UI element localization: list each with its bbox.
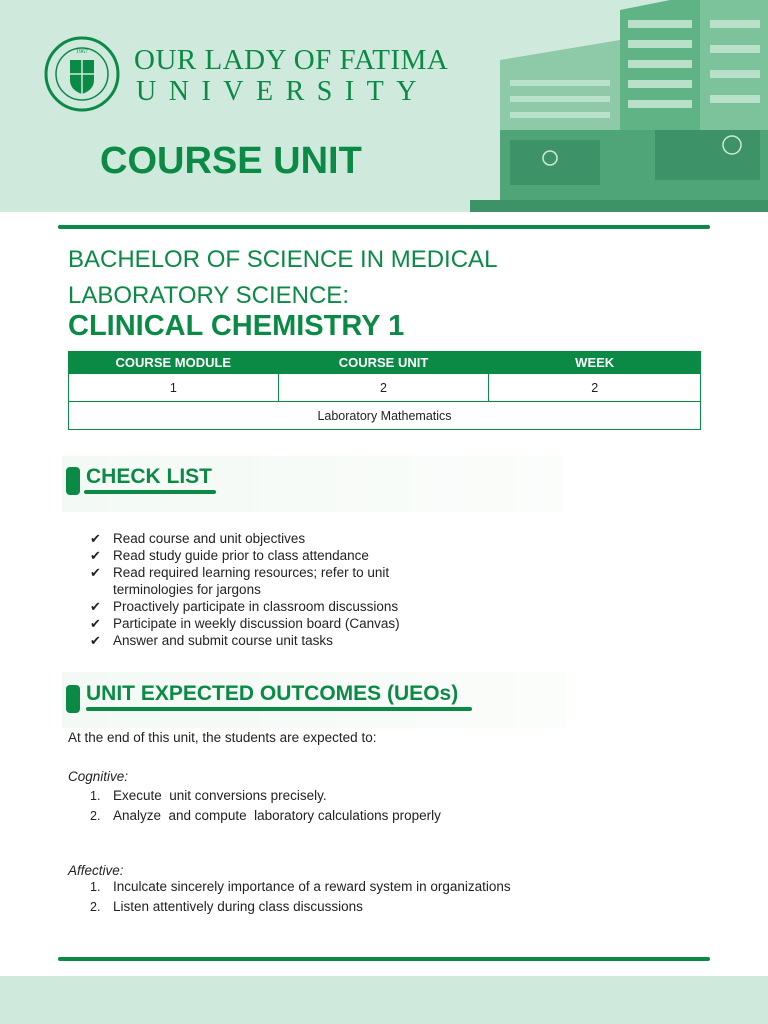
checklist-title-underline (84, 490, 216, 494)
affective-list (90, 877, 511, 917)
list-item: ✔ Proactively participate in classroom discussions (90, 599, 399, 614)
list-item: ✔ Read study guide prior to class attendance (90, 548, 369, 563)
svg-text:1967: 1967 (76, 49, 88, 55)
building-illustration (470, 0, 768, 212)
header-banner (0, 0, 768, 212)
course-title: CLINICAL CHEMISTRY 1 (68, 310, 405, 342)
check-icon: ✔ (90, 616, 101, 631)
list-item: ✔ Answer and submit course unit tasks (90, 633, 333, 648)
header-week: WEEK (489, 352, 701, 374)
section-marker (66, 685, 80, 713)
cognitive-list (90, 786, 441, 826)
program-title-line1: BACHELOR OF SCIENCE IN MEDICAL (68, 246, 498, 273)
university-seal-logo (44, 36, 120, 112)
cognitive-label: Cognitive: (68, 769, 129, 784)
top-divider (58, 225, 710, 229)
list-item: ✔ Read course and unit objectives (90, 531, 306, 546)
list-item: 1. Inculcate sincerely importance of a reward system in organizations (90, 879, 511, 894)
program-title-line2: LABORATORY SCIENCE: (68, 282, 349, 309)
university-name-line1: OUR LADY OF FATIMA (134, 44, 449, 76)
list-item: 2. Analyze and compute laboratory calculations properly (90, 808, 441, 823)
check-icon: ✔ (90, 633, 101, 648)
table-header-row (69, 352, 701, 374)
program-title (68, 242, 497, 314)
cell-course-module: 1 (69, 374, 279, 402)
checklist (90, 530, 430, 649)
list-item: 2. Listen attentively during class discussions (90, 899, 363, 914)
outcomes-title: UNIT EXPECTED OUTCOMES (UEOs) (86, 682, 459, 705)
table-row (69, 402, 701, 430)
outcomes-title-underline (86, 707, 472, 711)
table-row (69, 374, 701, 402)
cell-course-unit: 2 (278, 374, 489, 402)
header-course-unit: COURSE UNIT (278, 352, 489, 374)
checklist-title: CHECK LIST (86, 465, 212, 488)
affective-label: Affective: (68, 863, 124, 878)
cell-topic: Laboratory Mathematics (69, 402, 701, 430)
footer-band (0, 976, 768, 1024)
check-icon: ✔ (90, 531, 101, 546)
header-course-module: COURSE MODULE (69, 352, 279, 374)
outcomes-intro: At the end of this unit, the students are expected to: (68, 730, 377, 745)
check-icon: ✔ (90, 565, 101, 580)
cell-week: 2 (489, 374, 701, 402)
university-name-line2: UNIVERSITY (136, 76, 429, 107)
check-icon: ✔ (90, 548, 101, 563)
bottom-divider (58, 957, 710, 961)
list-item: 1. Execute unit conversions precisely. (90, 788, 327, 803)
section-marker (66, 467, 80, 495)
list-item: ✔ Read required learning resources; refer to unit terminologies for jargons (90, 565, 390, 597)
list-item: ✔ Participate in weekly discussion board (Canvas) (90, 616, 400, 631)
check-icon: ✔ (90, 599, 101, 614)
document-type-title: COURSE UNIT (100, 140, 362, 182)
course-info-table (68, 351, 701, 430)
